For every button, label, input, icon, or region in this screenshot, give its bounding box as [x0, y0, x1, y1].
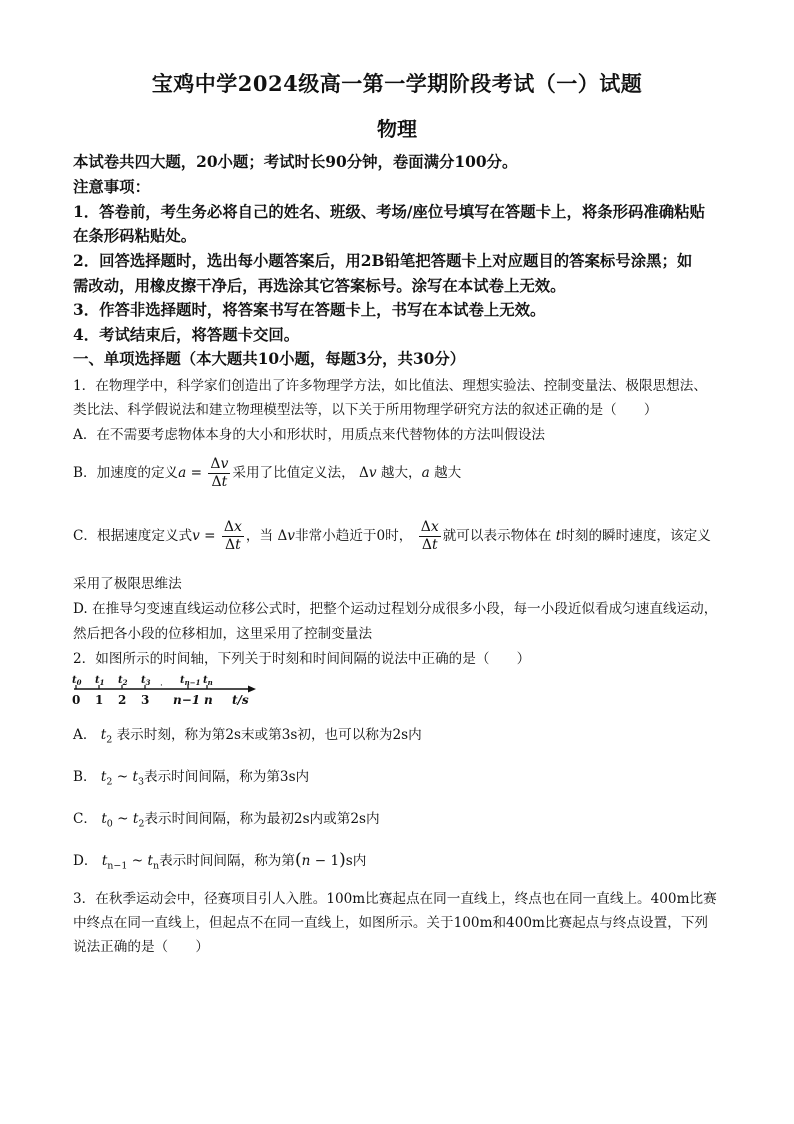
q1-option-b-text: 越大 — [434, 465, 462, 481]
q1-stem: 1．在物理学中，科学家们创造出了许多物理学方法，如比值法、理想实验法、控制变量法、极限思想法、 — [73, 378, 707, 394]
q1-option-d: D. 在推导匀变速直线运动位移公式时，把整个运动过程划分成很多小段，每一小段近似看成匀速直线运动， — [73, 601, 718, 617]
q1-option-c-text: 非常小趋近于0时， — [294, 528, 413, 544]
note-line: 3．作答非选择题时，将答案书写在答题卡上，书写在本试卷上无效。 — [73, 301, 546, 319]
tick-bottom-label: 2 — [118, 693, 127, 707]
q1-stem: 类比法、科学假说法和建立物理模型法等，以下关于所用物理学研究方法的叙述正确的是（ ） — [73, 402, 658, 418]
note-line: 1．答卷前，考生务必将自己的姓名、班级、考场/座位号填写在答题卡上，将条形码准确粘贴 — [73, 203, 705, 221]
tick-bottom-label: n — [204, 693, 213, 707]
q1-option-b-text: B．加速度的定义 — [73, 465, 179, 481]
tick-top-label: $t_n$ — [203, 675, 213, 687]
q3-stem: 中终点在同一直线上，但起点不在同一直线上，如图所示。关于100m和400m比赛起点与终点设置，下列 — [73, 915, 709, 931]
q1-option-b: B．加速度的定义a = $\frac{\Delta v}{\Delta t}$ 采用了比值定义法， Δv 越大，a 越大 — [73, 456, 462, 490]
axis-label: t/s — [232, 693, 249, 707]
time-axis-figure — [72, 673, 262, 709]
exam-title: 宝鸡中学2024级高一第一学期阶段考试（一）试题 — [151, 71, 643, 96]
axis-arrow-icon — [248, 686, 256, 693]
svg-text:·: · — [160, 681, 163, 691]
q2-option-b-text: 表示时间间隔，称为第3s内 — [143, 769, 310, 785]
fraction-dx-dt: $\frac{\Delta x}{\Delta t}$ — [223, 519, 242, 553]
tick-bottom-label: 0 — [72, 693, 81, 707]
q2-option-d-text: s内 — [345, 853, 367, 869]
q2-option-a-text: 表示时刻，称为第2s末或第3s初，也可以称为2s内 — [116, 727, 422, 743]
tick-top-label: $t_0$ — [72, 675, 82, 687]
q1-option-c-text: C．根据速度定义式 — [73, 528, 193, 544]
tick-top-label: $t_1$ — [95, 675, 105, 687]
tick-bottom-label: 3 — [141, 693, 150, 707]
fraction-dv-dt: $\frac{\Delta v}{\Delta t}$ — [210, 456, 229, 490]
exam-intro: 本试卷共四大题，20小题；考试时长90分钟，卷面满分100分。 — [73, 153, 518, 171]
tick-top-label: $t_3$ — [141, 675, 151, 687]
note-line: 4．考试结束后，将答题卡交回。 — [73, 326, 300, 344]
q1-option-b-text: 越大， — [380, 465, 422, 481]
q1-option-c-cont: 采用了极限思维法 — [73, 576, 182, 592]
q1-option-b-text: 采用了比值定义法， — [232, 465, 355, 481]
notes-heading: 注意事项： — [73, 178, 150, 196]
q1-option-c-text: 时刻的瞬时速度，该定义 — [561, 528, 711, 544]
q2-option-c: C． $t_0$ ~ $t_2$表示时间间隔，称为最初2s内或第2s内 — [73, 811, 380, 830]
q3-stem: 说法正确的是（ ） — [73, 939, 209, 955]
q1-option-d: 然后把各小段的位移相加，这里采用了控制变量法 — [73, 626, 373, 642]
subject-title: 物理 — [377, 117, 417, 141]
note-line: 2．回答选择题时，选出每小题答案后，用2B铅笔把答题卡上对应题目的答案标号涂黑；如 — [73, 252, 693, 270]
tick-top-label: $t_2$ — [118, 675, 128, 687]
tick-bottom-label: n−1 — [173, 693, 201, 707]
tick-bottom-label: 1 — [95, 693, 104, 707]
q1-option-a: A．在不需要考虑物体本身的大小和形状时，用质点来代替物体的方法叫假设法 — [73, 427, 546, 443]
q2-option-a: A． $t_2$ 表示时刻，称为第2s末或第3s初，也可以称为2s内 — [73, 727, 422, 746]
q1-option-c-text: 就可以表示物体在 — [442, 528, 552, 544]
section-heading: 一、单项选择题（本大题共10小题，每题3分，共30分） — [73, 350, 466, 368]
q2-option-b: B． $t_2$ ~ $t_3$表示时间间隔，称为第3s内 — [73, 769, 310, 788]
tick-top-label: $t_{n-1}$ — [180, 675, 201, 687]
q2-stem: 2．如图所示的时间轴，下列关于时刻和时间间隔的说法中正确的是（ ） — [73, 651, 531, 667]
note-line: 在条形码粘贴处。 — [73, 227, 197, 245]
q1-option-c-text: ，当 — [245, 528, 274, 544]
q3-stem: 3．在秋季运动会中，径赛项目引人入胜。100m比赛起点在同一直线上，终点也在同一直线上。400m比赛 — [73, 891, 717, 907]
q2-option-c-text: 表示时间间隔，称为最初2s内或第2s内 — [144, 811, 380, 827]
q2-option-d-text: 表示时间间隔，称为第 — [159, 853, 295, 869]
fraction-dx-dt: $\frac{\Delta x}{\Delta t}$ — [420, 519, 439, 553]
q1-option-c: C．根据速度定义式v = $\frac{\Delta x}{\Delta t}$ ，当 Δv非常小趋近于0时， $\frac{\Delta x}{\Delta t}$ 就可以表示物体在 t时刻的瞬时速度，该定义 — [73, 519, 711, 553]
note-line: 需改动，用橡皮擦干净后，再选涂其它答案标号。涂写在本试卷上无效。 — [73, 277, 566, 295]
q2-option-d: D． $t_{n-1}$ ~ $t_n$表示时间间隔，称为第(n − 1)s内 — [73, 850, 367, 872]
